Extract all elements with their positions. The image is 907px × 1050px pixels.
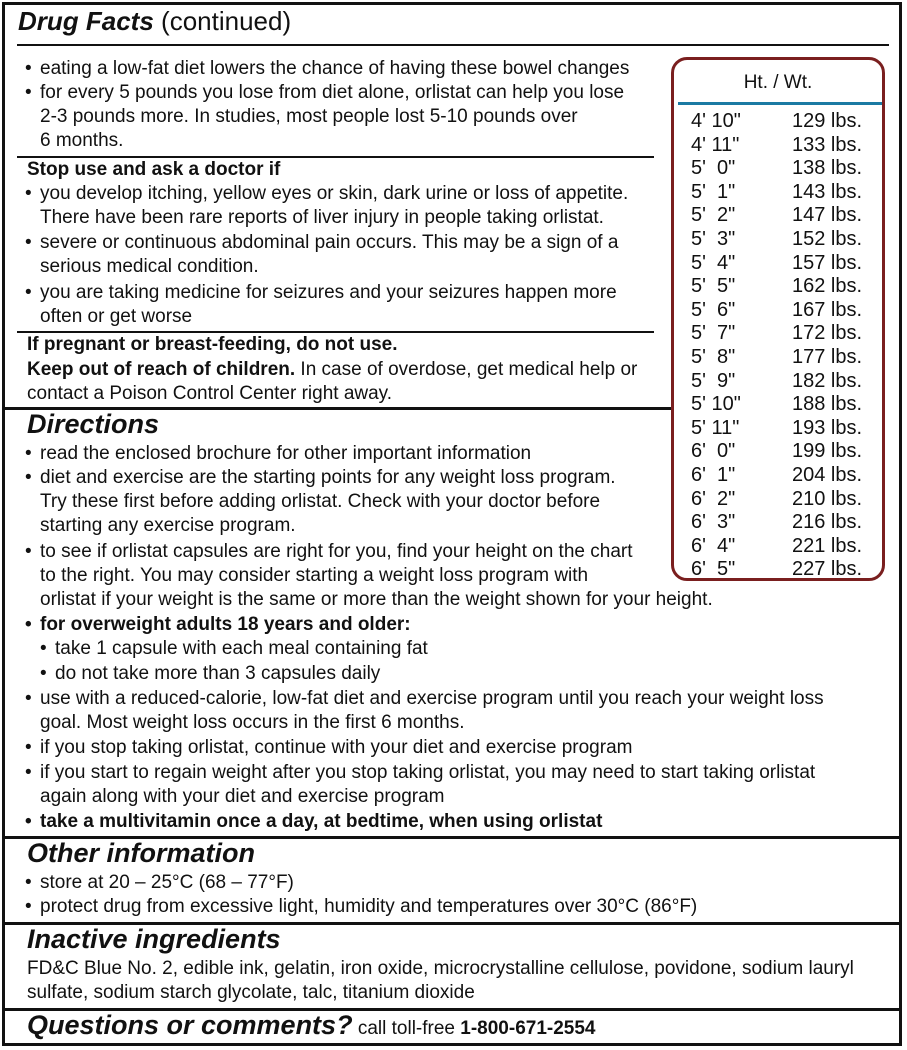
table-row xyxy=(674,134,882,158)
weight-cell: 162 lbs. xyxy=(792,275,863,298)
weight-cell: 216 lbs. xyxy=(792,511,863,534)
list-item: • protect drug from excessive light, humidity and temperatures over 30°C (86°F) xyxy=(40,895,697,920)
chart-title: Ht. / Wt. xyxy=(743,72,813,93)
weight-cell: 193 lbs. xyxy=(792,416,863,439)
table-row xyxy=(674,204,882,228)
table-row xyxy=(674,417,882,441)
page-title xyxy=(18,6,291,37)
questions-line xyxy=(27,1010,595,1041)
weight-cell: 152 lbs. xyxy=(792,228,863,250)
height-cell: 6' 3" xyxy=(691,511,736,534)
height-cell: 6' 1" xyxy=(691,464,736,486)
weight-cell: 157 lbs. xyxy=(792,251,863,274)
list-item-cont: There have been rare reports of liver injury in people taking orlistat. xyxy=(40,207,604,228)
table-row xyxy=(674,275,882,299)
list-item: • read the enclosed brochure for other important information xyxy=(40,442,531,467)
chart-title-rule xyxy=(678,102,882,105)
list-item-cont: 6 months. xyxy=(40,130,124,151)
list-item: • eating a low-fat diet lowers the chance of having these bowel changes xyxy=(40,57,629,82)
sub-list-item: • take 1 capsule with each meal containing fat xyxy=(55,637,428,662)
height-cell: 4' 10" xyxy=(691,110,741,132)
height-cell: 5' 1" xyxy=(691,180,736,203)
list-item-cont: again along with your diet and exercise program xyxy=(40,786,445,807)
inactive-line: sulfate, sodium starch glycolate, talc, titanium dioxide xyxy=(27,982,475,1003)
height-cell: 5' 7" xyxy=(691,322,736,345)
table-row xyxy=(674,228,882,252)
keep-out-warning xyxy=(27,358,637,383)
table-row xyxy=(674,157,882,181)
height-cell: 5' 9" xyxy=(691,369,736,392)
weight-cell: 177 lbs. xyxy=(792,346,863,368)
list-item-cont: Try these first before adding orlistat. Check with your doctor before xyxy=(40,491,601,512)
list-item: • store at 20 – 25°C (68 – 77°F) xyxy=(40,871,294,896)
keep-out-bold: Keep out of reach of children. xyxy=(27,359,296,380)
title-bold: Drug Facts xyxy=(18,6,154,36)
list-item-cont: often or get worse xyxy=(40,306,193,327)
weight-cell: 227 lbs. xyxy=(792,558,863,581)
questions-heading: Questions or comments? xyxy=(27,1010,353,1040)
weight-cell: 147 lbs. xyxy=(792,204,863,227)
list-item: • for every 5 pounds you lose from diet alone, orlistat can help you lose xyxy=(40,81,624,106)
list-item: • for overweight adults 18 years and older: xyxy=(40,613,411,638)
table-row xyxy=(674,370,882,394)
list-item: • take a multivitamin once a day, at bedtime, when using orlistat xyxy=(40,810,602,835)
height-cell: 6' 0" xyxy=(691,440,736,463)
stop-use-heading: Stop use and ask a doctor if xyxy=(27,159,281,180)
height-cell: 5' 5" xyxy=(691,275,736,298)
height-cell: 5' 8" xyxy=(691,346,736,368)
list-item: • use with a reduced-calorie, low-fat diet and exercise program until you reach your weight loss xyxy=(40,687,824,712)
list-item-cont: goal. Most weight loss occurs in the first 6 months. xyxy=(40,712,465,733)
height-cell: 5' 3" xyxy=(691,228,736,250)
table-row xyxy=(674,511,882,535)
list-item-cont: orlistat if your weight is the same or more than the weight shown for your height. xyxy=(40,589,713,610)
list-item: • you are taking medicine for seizures and your seizures happen more xyxy=(40,281,617,306)
table-row xyxy=(674,346,882,370)
table-row xyxy=(674,322,882,346)
weight-cell: 188 lbs. xyxy=(792,393,863,416)
weight-cell: 204 lbs. xyxy=(792,464,863,486)
keep-out-line2: contact a Poison Control Center right away. xyxy=(27,383,393,404)
height-cell: 6' 4" xyxy=(691,534,736,557)
list-item: • you develop itching, yellow eyes or skin, dark urine or loss of appetite. xyxy=(40,182,628,207)
header-rule xyxy=(17,44,889,46)
height-cell: 5' 11" xyxy=(691,416,740,439)
table-row xyxy=(674,535,882,559)
height-cell: 6' 2" xyxy=(691,487,736,510)
list-item: • diet and exercise are the starting points for any weight loss program. xyxy=(40,466,616,491)
list-item: • if you start to regain weight after you stop taking orlistat, you may need to start taking orlistat xyxy=(40,761,815,786)
table-row xyxy=(674,558,882,582)
weight-cell: 199 lbs. xyxy=(792,440,863,463)
height-cell: 6' 5" xyxy=(691,558,736,581)
table-row xyxy=(674,110,882,134)
questions-text: call toll-free xyxy=(352,1018,461,1039)
list-item-cont: 2-3 pounds more. In studies, most people lost 5-10 pounds over xyxy=(40,106,578,127)
sub-list-item: • do not take more than 3 capsules daily xyxy=(55,662,380,687)
height-cell: 4' 11" xyxy=(691,133,740,156)
list-item-cont: to the right. You may consider starting a weight loss program with xyxy=(40,565,589,586)
table-row xyxy=(674,393,882,417)
list-item-cont: starting any exercise program. xyxy=(40,515,296,536)
weight-cell: 138 lbs. xyxy=(792,157,863,180)
table-row xyxy=(674,488,882,512)
directions-heading: Directions xyxy=(27,409,160,439)
pregnant-warning: If pregnant or breast-feeding, do not use. xyxy=(27,334,398,355)
title-rest: (continued) xyxy=(153,6,292,36)
height-weight-chart xyxy=(671,57,885,581)
weight-cell: 133 lbs. xyxy=(792,133,863,156)
phone-number: 1-800-671-2554 xyxy=(460,1018,596,1039)
table-row xyxy=(674,299,882,323)
weight-cell: 129 lbs. xyxy=(792,110,863,132)
weight-cell: 143 lbs. xyxy=(792,180,863,203)
inactive-heading: Inactive ingredients xyxy=(27,924,281,954)
table-row xyxy=(674,181,882,205)
keep-out-rest: In case of overdose, get medical help or xyxy=(295,359,638,380)
other-info-heading: Other information xyxy=(27,838,255,868)
list-item-cont: serious medical condition. xyxy=(40,256,259,277)
height-cell: 5' 4" xyxy=(691,251,736,274)
height-cell: 5' 2" xyxy=(691,204,736,227)
weight-cell: 172 lbs. xyxy=(792,322,863,345)
table-row xyxy=(674,464,882,488)
weight-cell: 182 lbs. xyxy=(792,369,863,392)
weight-cell: 221 lbs. xyxy=(792,534,863,557)
list-item: • severe or continuous abdominal pain occurs. This may be a sign of a xyxy=(40,231,618,256)
inactive-line: FD&C Blue No. 2, edible ink, gelatin, iron oxide, microcrystalline cellulose, povidone, sodium lauryl xyxy=(27,958,854,979)
list-item: • to see if orlistat capsules are right for you, find your height on the chart xyxy=(40,540,633,565)
weight-cell: 167 lbs. xyxy=(792,298,863,321)
height-cell: 5' 6" xyxy=(691,298,736,321)
list-item: • if you stop taking orlistat, continue with your diet and exercise program xyxy=(40,736,632,761)
height-cell: 5' 10" xyxy=(691,393,741,416)
height-cell: 5' 0" xyxy=(691,157,736,180)
table-row xyxy=(674,440,882,464)
weight-cell: 210 lbs. xyxy=(792,487,863,510)
table-row xyxy=(674,252,882,276)
